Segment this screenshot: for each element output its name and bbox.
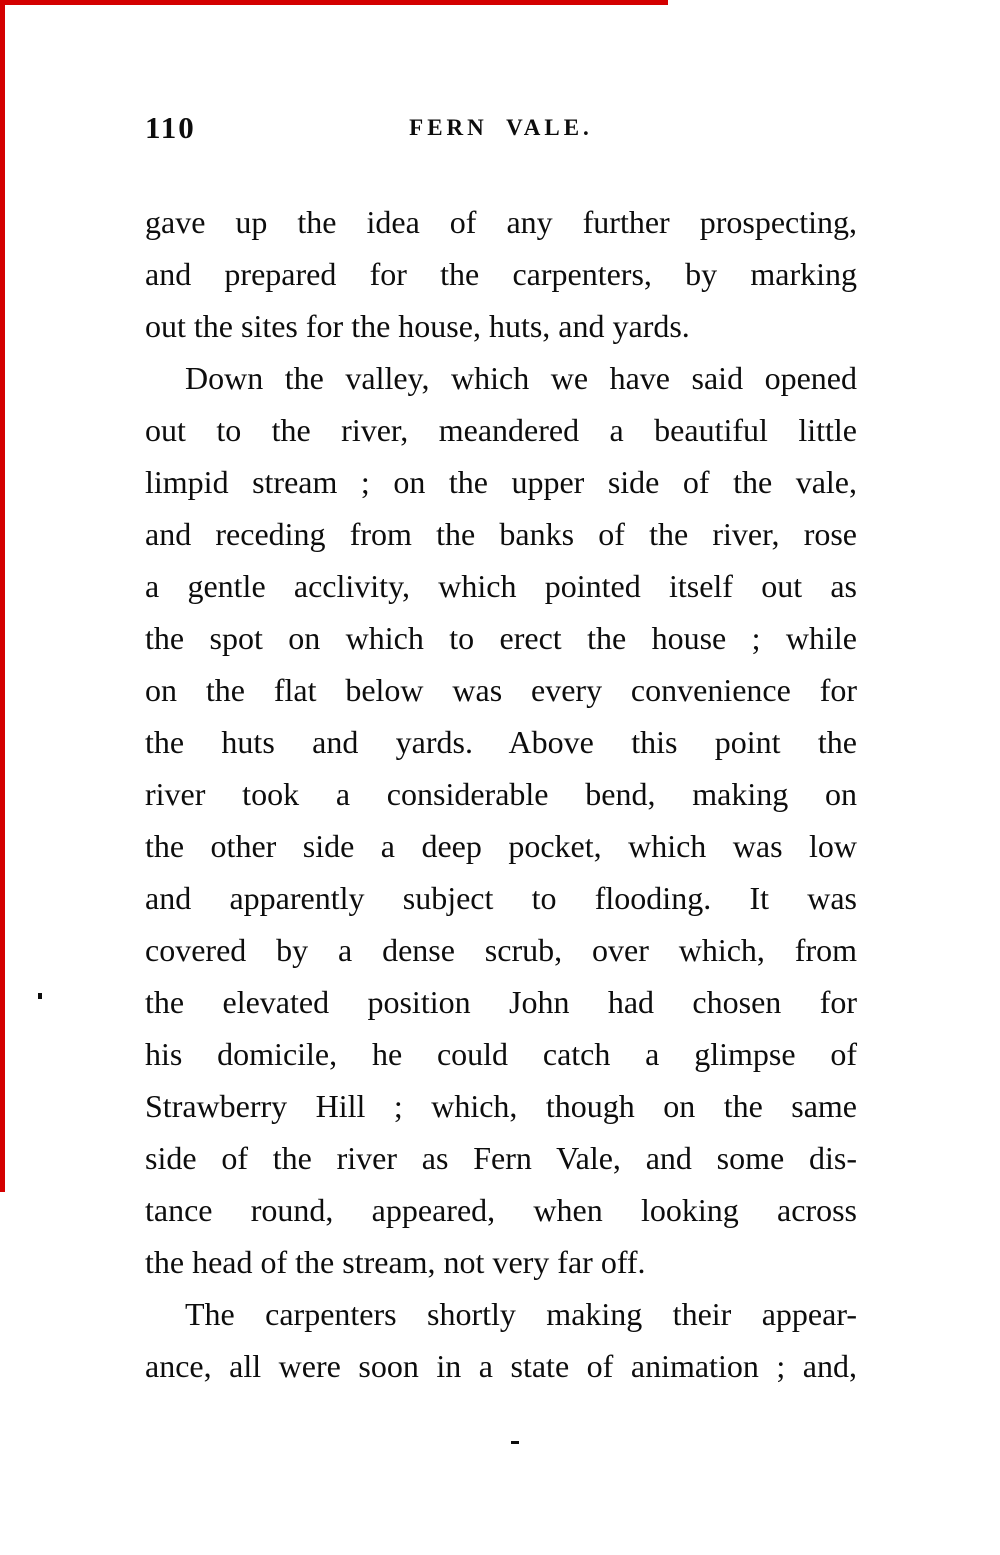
text-line: side of the river as Fern Vale, and some dis- [145,1140,857,1176]
text-line: on the flat below was every convenience for [145,672,857,708]
text-line: his domicile, he could catch a glimpse of [145,1036,857,1072]
text-line: covered by a dense scrub, over which, from [145,932,857,968]
text-line: and receding from the banks of the river, rose [145,516,857,552]
text-line: gave up the idea of any further prospecting, [145,204,857,240]
text-line: out to the river, meandered a beautiful little [145,412,857,448]
text-line: the huts and yards. Above this point the [145,724,857,760]
text-line: Down the valley, which we have said opened [185,360,857,396]
body-text [145,196,857,1392]
text-line: the head of the stream, not very far off. [145,1244,646,1280]
text-line: ance, all were soon in a state of animation ; and, [145,1348,857,1384]
text-line: the elevated position John had chosen for [145,984,857,1020]
text-line: limpid stream ; on the upper side of the vale, [145,464,857,500]
text-line: the spot on which to erect the house ; while [145,620,857,656]
text-line: tance round, appeared, when looking across [145,1192,857,1228]
text-line: Strawberry Hill ; which, though on the same [145,1088,857,1124]
text-line: The carpenters shortly making their appear- [185,1296,857,1332]
text-line: river took a considerable bend, making on [145,776,857,812]
scan-edge-top-rule [0,0,668,5]
text-line: a gentle acclivity, which pointed itself out as [145,568,857,604]
page-number: 110 [145,110,196,145]
text-line: and apparently subject to flooding. It was [145,880,857,916]
text-line: the other side a deep pocket, which was low [145,828,857,864]
ink-speck [38,993,42,999]
scan-edge-left-rule [0,0,5,1192]
text-line: and prepared for the carpenters, by marking [145,256,857,292]
text-line: out the sites for the house, huts, and yards. [145,308,690,344]
running-title: FERN VALE. [409,115,593,140]
ink-speck [511,1441,519,1444]
page-header [145,110,857,150]
